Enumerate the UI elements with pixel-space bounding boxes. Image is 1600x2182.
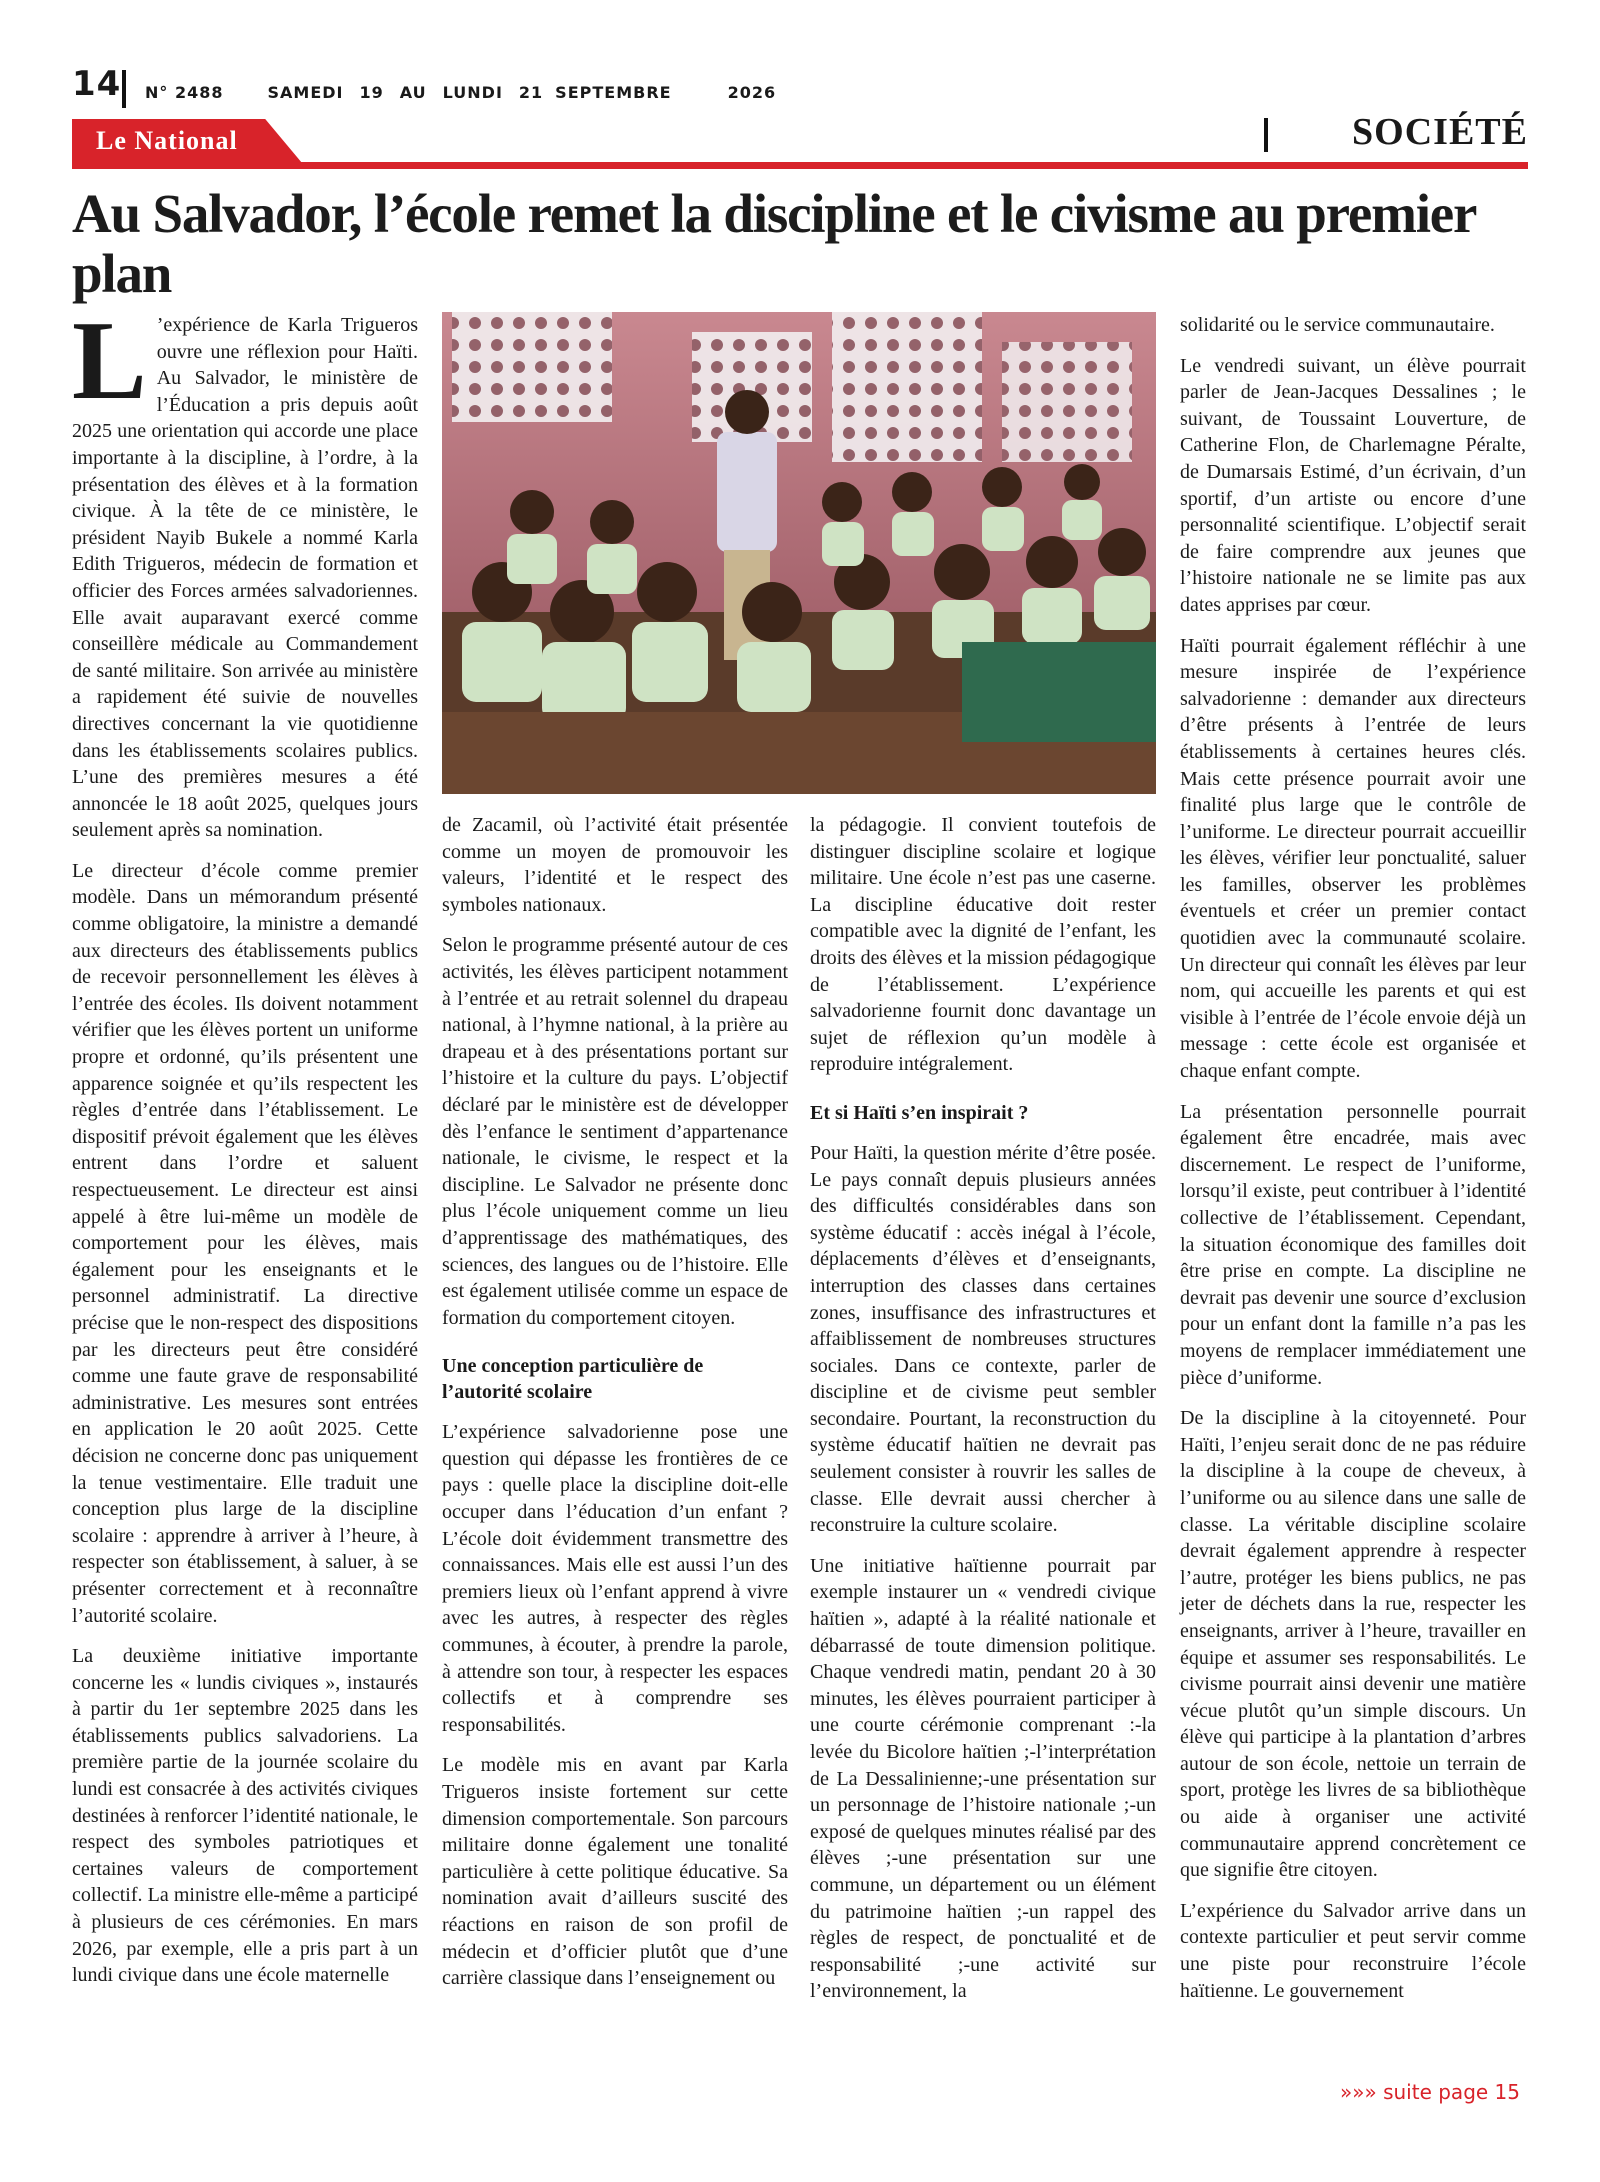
section-title: SOCIÉTÉ (1352, 111, 1528, 153)
paragraph: Haïti pourrait également réfléchir à une mesure inspirée de l’expérience salvadorienne : demander aux directeurs d’être présents à l’entrée de leurs établissements à certaines heures clés. Mais cette présence pourrait avoir une finalité plus large que le contrôle de l’uniforme. Le directeur pourrait accueillir les élèves, vérifier leur ponctualité, saluer les familles, observer les problèmes éventuels et créer un premier contact quotidien avec la communauté scolaire. Un directeur qui connaît les élèves par leur nom, qui accueille les parents et qui est visible à l’entrée de l’école envoie déjà un message : cette école est organisée et chaque enfant compte. (1180, 634, 1526, 1083)
paragraph (72, 299, 418, 844)
date-num-start: 19 (359, 83, 384, 102)
masthead-title: Le National (96, 126, 238, 155)
continuation-link[interactable]: »»» suite page 15 (1340, 2080, 1520, 2104)
paragraph: L’expérience salvadorienne pose une question qui dépasse les frontières de ce pays : quelle place la discipline doit-elle occuper dans l’éducation d’un enfant ? L’école doit évidemment transmettre des connaissances. Mais elle est aussi l’un des premiers lieux où l’enfant apprend à vivre avec les autres, à respecter des règles communes, à écouter, à prendre la parole, à attendre son tour, à respecter les espaces collectifs et à comprendre ses responsabilités. (442, 1421, 788, 1736)
paragraph: la pédagogie. Il convient toutefois de distinguer discipline scolaire et logique militaire. Une école n’est pas une caserne. La discipline éducative doit rester compatible avec la dignité de l’enfant, les droits des élèves et la mission pédagogique de l’établissement. L’expérience salvadorienne fournit donc davantage un sujet de réflexion qu’un modèle à reproduire intégralement. (810, 814, 1156, 1076)
paragraph: Le vendredi suivant, un élève pourrait parler de Jean-Jacques Dessalines ; le suivant, de Toussaint Louverture, de Catherine Flon, de Charlemagne Péralte, de Dumarsais Estimé, d’un écrivain, d’un sportif, d’un artiste ou encore d’une personnalité scientifique. L’objectif serait de faire comprendre aux jeunes que l’histoire nationale ne se limite pas aux dates apprises par cœur. (1180, 354, 1526, 616)
section-divider (1264, 118, 1268, 152)
page-number: 14 (72, 64, 122, 104)
paragraph: Pour Haïti, la question mérite d’être posée. Le pays connaît depuis plusieurs années des difficultés considérables dans son système éducatif : accès inégal à l’école, déplacements d’élèves et d’enseignants, interruption des classes dans certaines zones, insuffisance des infrastructures et affaiblissement de nombreuses structures sociales. Dans ce contexte, parler de discipline et de civisme peut sembler secondaire. Pourtant, la reconstruction du système éducatif haïtien ne devrait pas seulement consister à rouvrir les salles de classe. Elle devrait aussi chercher à reconstruire la culture scolaire. (810, 1141, 1156, 1537)
paragraph: Selon le programme présenté autour de ces activités, les élèves participent notamment à l’entrée et au retrait solennel du drapeau national, à l’hymne national, à la prière au drapeau et à des présentations portant sur l’histoire et la culture du pays. L’objectif déclaré par le ministère est de développer dès l’enfance le sentiment d’appartenance nationale, le civisme, le respect et la discipline. Le Salvador ne présente donc plus l’école uniquement comme un lieu d’apprentissage des mathématiques, des sciences, des langues ou de l’histoire. Elle est également utilisée comme un espace de formation du comportement citoyen. (442, 934, 788, 1329)
paragraph: Une initiative haïtienne pourrait par exemple instaurer un « vendredi civique haïtien », adapté à la réalité nationale et débarrassé de toute dimension politique. Chaque vendredi matin, pendant 20 à 30 minutes, les élèves pourraient participer à une courte cérémonie comprenant :-la levée du Bicolore haïtien ;-l’interprétation de La Dessalinienne;-une présentation sur un personnage de l’histoire nationale ;-un exposé de quelques minutes réalisé par des élèves ;-une présentation sur une commune, un département ou un élément du patrimoine haïtien ;-un rappel des règles de respect, de ponctualité et de responsabilité ;-une activité sur l’environnement, la (810, 1554, 1156, 2003)
article-column-2 (442, 812, 788, 2006)
classroom-photo-illustration (442, 312, 1156, 794)
header-rule (72, 162, 1528, 169)
paragraph: La deuxième initiative importante concerne les « lundis civiques », instaurés à partir du 1er septembre 2025 dans les établissements publics salvadoriens. La première partie de la journée scolaire du lundi est consacrée à des activités civiques destinées à renforcer l’identité nationale, le respect des symboles patriotiques et certaines valeurs de comportement collectif. La ministre elle-même a participé à plusieurs de ces cérémonies. En mars 2026, par exemple, elle a pris part à un lundi civique dans une école maternelle (72, 1645, 418, 1987)
date-month: SEPTEMBRE (555, 83, 672, 102)
article-column-1 (72, 299, 418, 2003)
classroom-photo (442, 312, 1156, 794)
paragraph: de Zacamil, où l’activité était présentée comme un moyen de promouvoir les valeurs, l’identité et le respect des symboles nationaux. (442, 814, 788, 916)
subheading: Et si Haïti s’en inspirait ? (810, 1101, 1029, 1124)
paragraph: Le modèle mis en avant par Karla Trigueros insiste fortement sur cette dimension comportementale. Son parcours militaire donne également une tonalité particulière à cette politique éducative. Sa nomination avait d’ailleurs suscité des réactions en raison de son profil de médecin et d’officier plutôt que d’une carrière classique dans l’enseignement ou (442, 1754, 788, 1990)
paragraph: La présentation personnelle pourrait également être encadrée, mais avec discernement. Le respect de l’uniforme, lorsqu’il existe, peut contribuer à l’identité collective de l’établissement. Cependant, la situation économique des familles doit être prise en compte. La discipline ne devrait pas devenir une source d’exclusion pour un enfant dont la famille n’a pas les moyens de remplacer immédiatement une pièce d’uniforme. (1180, 1100, 1526, 1389)
date-num-end: 21 (518, 83, 544, 102)
dropcap: L (72, 299, 147, 423)
date-year: 2026 (727, 83, 777, 102)
date-day-end: LUNDI (442, 83, 503, 102)
paragraph: solidarité ou le service communautaire. (1180, 314, 1495, 336)
paragraph: Le directeur d’école comme premier modèle. Dans un mémorandum présenté comme obligatoire, la ministre a demandé aux directeurs des établissements publics de recevoir personnellement les élèves à l’entrée des écoles. Ils doivent notamment vérifier que les élèves portent un uniforme propre et ordonné, qu’ils présentent une apparence soignée et qu’ils respectent les règles d’entrée dans l’établissement. Le dispositif prévoit également que les élèves entrent dans l’ordre et saluent respectueusement. Le directeur est ainsi appelé à être lui-même un modèle de comportement pour les élèves, mais également pour les enseignants et le personnel administratif. La directive précise que le non-respect des dispositions par les directeurs peut être considéré comme une faute grave de responsabilité administrative. Les mesures sont entrées en application le 20 août 2025. Cette décision ne concerne donc pas uniquement la tenue vestimentaire. Elle traduit une conception plus large de la discipline scolaire : apprendre à arriver à l’heure, à respecter son établissement, à saluer, à se présenter correctement et à reconnaître l’autorité scolaire. (72, 859, 418, 1627)
date-au: AU (399, 83, 427, 102)
paragraph: De la discipline à la citoyenneté. Pour Haïti, l’enjeu serait donc de ne pas réduire la discipline à la coupe de cheveux, à l’uniforme ou au silence dans une salle de classe. La véritable discipline scolaire devrait également apprendre à respecter l’autre, protéger les biens publics, ne pas jeter de déchets dans la rue, respecter les enseignants, arriver à l’heure, travailler en équipe et assumer ses responsabilités. Le civisme pourrait ainsi devenir une matière vécue plutôt qu’un simple discours. Un élève qui participe à la plantation d’arbres autour de son école, nettoie un terrain de sport, protège les livres de sa bibliothèque ou aide à organiser une activité communautaire apprend concrètement ce que signifie être citoyen. (1180, 1407, 1526, 1882)
subheading: Une conception particulière de l’autorité scolaire (442, 1355, 704, 1404)
issue-number: N° 2488 (145, 83, 224, 102)
article-headline: Au Salvador, l’école remet la discipline et le civisme au premier plan (72, 183, 1476, 304)
paragraph: L’expérience du Salvador arrive dans un contexte particulier et peut servir comme une piste pour reconstruire l’école haïtienne. Le gouvernement (1180, 1899, 1526, 2002)
issue-line (145, 83, 776, 102)
header-divider (122, 70, 126, 108)
paragraph-text: ’expérience de Karla Trigueros ouvre une réflexion pour Haïti. Au Salvador, le ministère de l’Éducation a pris depuis août 2025 une orientation qui accorde une place importante à la discipline, à l’ordre, à la présentation des élèves et à la formation civique. À la tête de ce ministère, le président Nayib Bukele a nommé Karla Edith Trigueros, médecin de formation et officier des Forces armées salvadoriennes. Elle avait auparavant exercé comme conseillère médicale au Commandement de santé militaire. Son arrivée au ministère a rapidement été suivie de nouvelles directives concernant la vie quotidienne dans les établissements scolaires publics. L’une des premières mesures a été annoncée le 18 août 2025, quelques jours seulement après sa nomination. (72, 314, 418, 842)
article-column-3 (810, 812, 1156, 2019)
article-column-4 (1180, 312, 1526, 2018)
date-day-start: SAMEDI (267, 83, 344, 102)
